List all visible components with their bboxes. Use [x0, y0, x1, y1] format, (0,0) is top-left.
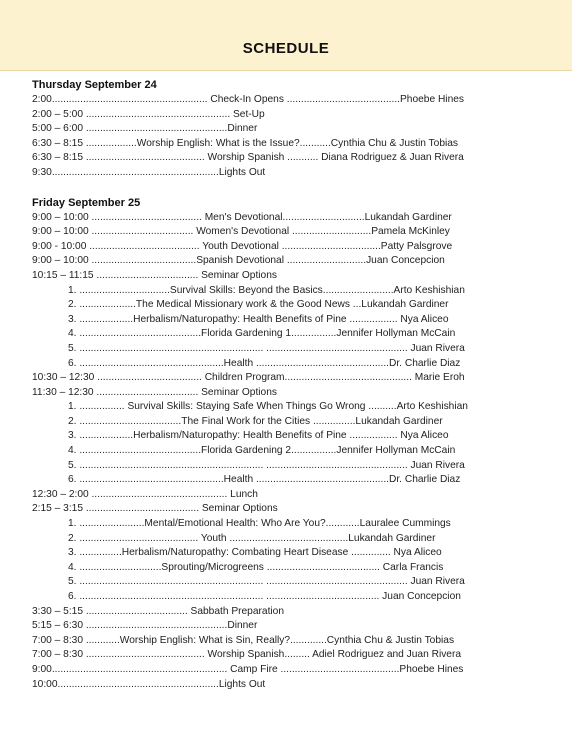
schedule-row: 9:00 – 10:00 .....................................Spanish Devotional ............................Juan Concepcion	[32, 255, 445, 267]
schedule-row: 6:30 – 8:15 ..................Worship English: What is the Issue?...........Cynthia Chu & Justin Tobias	[32, 137, 459, 149]
schedule-row: 10:15 – 11:15 .................................... Seminar Options	[32, 269, 277, 281]
schedule-row: 2:15 – 3:15 ........................................ Seminar Options	[32, 503, 278, 515]
page-title: SCHEDULE	[242, 40, 330, 57]
day-heading-friday: Friday September 25	[32, 196, 141, 209]
schedule-row: 3:30 – 5:15 .................................... Sabbath Preparation	[32, 605, 284, 617]
seminar-option-row: 1. ................................Survival Skills: Beyond the Basics.........................Arto Keshishian	[68, 284, 465, 296]
seminar-option-row: 5. ................................................................. .................................................. Juan Rivera	[68, 459, 465, 471]
seminar-option-row: 5. ................................................................. .................................................. Juan Rivera	[68, 576, 465, 588]
section-gap	[32, 181, 520, 196]
schedule-row: 10:00.........................................................Lights Out	[32, 678, 266, 690]
schedule-row: 5:15 – 6:30 ..................................................Dinner	[32, 620, 258, 632]
seminar-option-row: 5. ................................................................. .................................................. Juan Rivera	[68, 342, 465, 354]
schedule-row: 9:00.............................................................. Camp Fire ..........................................Phoebe Hines	[32, 663, 464, 675]
seminar-option-row: 6. ...................................................Health ...............................................Dr. Charlie Diaz	[68, 474, 461, 486]
schedule-row: 5:00 – 6:00 ..................................................Dinner	[32, 123, 258, 135]
seminar-option-row: 1. ................ Survival Skills: Staying Safe When Things Go Wrong ..........Arto Keshishian	[68, 401, 468, 413]
schedule-row: 11:30 – 12:30 .................................... Seminar Options	[32, 386, 277, 398]
seminar-option-row: 2. ....................The Medical Missionary work & the Good News ...Lukandah Gardiner	[68, 299, 449, 311]
seminar-option-row: 3. ...................Herbalism/Naturopathy: Health Benefits of Pine ................. Nya Aliceo	[68, 430, 449, 442]
seminar-option-row: 3. ...............Herbalism/Naturopathy: Combating Heart Disease .............. Nya Aliceo	[68, 547, 442, 559]
seminar-option-row: 6. ...................................................Health ...............................................Dr. Charlie Diaz	[68, 357, 461, 369]
seminar-option-row: 2. .......................................... Youth ..........................................Lukandah Gardiner	[68, 532, 436, 544]
schedule-row: 7:00 – 8:30 .......................................... Worship Spanish......... Adiel Rodriguez and Juan Rivera	[32, 649, 462, 661]
seminar-option-row: 4. ...........................................Florida Gardening 1................Jennifer Hollyman McCain	[68, 328, 456, 340]
schedule-row: 2:00....................................................... Check-In Opens ........................................Phoebe Hines	[32, 94, 464, 105]
day-heading-thursday: Thursday September 24	[32, 79, 157, 91]
schedule-row: 2:00 – 5:00 ................................................... Set-Up	[32, 108, 265, 120]
header-banner	[0, 0, 572, 71]
seminar-option-row: 6. ................................................................. ........................................ Juan Concepcion	[68, 591, 461, 602]
friday-schedule	[32, 211, 520, 693]
schedule-row: 9:00 - 10:00 ....................................... Youth Devotional ...................................Patty Palsgrove	[32, 240, 453, 252]
schedule-row: 10:30 – 12:30 ..................................... Children Program............................................. Marie Eroh	[32, 372, 465, 384]
schedule-row: 9:00 – 10:00 .................................... Women's Devotional ............................Pamela McKinley	[32, 226, 450, 238]
thursday-schedule	[32, 93, 520, 181]
seminar-option-row: 4. .............................Sprouting/Microgreens ........................................ Carla Francis	[68, 561, 444, 573]
seminar-option-row: 1. .......................Mental/Emotional Health: Who Are You?............Lauralee Cummings	[68, 518, 451, 530]
schedule-row: 7:00 – 8:30 ............Worship English: What is Sin, Really?.............Cynthia Chu & Justin Tobias	[32, 634, 455, 646]
schedule-row: 6:30 – 8:15 .......................................... Worship Spanish ........... Diana Rodriguez & Juan Rivera	[32, 152, 464, 164]
schedule-row: 9:30...........................................................Lights Out	[32, 166, 266, 178]
seminar-option-row: 3. ...................Herbalism/Naturopathy: Health Benefits of Pine ................. Nya Aliceo	[68, 313, 449, 325]
seminar-option-row: 4. ...........................................Florida Gardening 2................Jennifer Hollyman McCain	[68, 445, 456, 457]
schedule-row: 9:00 – 10:00 ....................................... Men's Devotional.............................Lukandah Gardiner	[32, 211, 452, 223]
schedule-content	[32, 78, 520, 692]
schedule-row: 12:30 – 2:00 ................................................ Lunch	[32, 488, 258, 500]
seminar-option-row: 2. ....................................The Final Work for the Cities ...............Lukandah Gardiner	[68, 415, 443, 427]
